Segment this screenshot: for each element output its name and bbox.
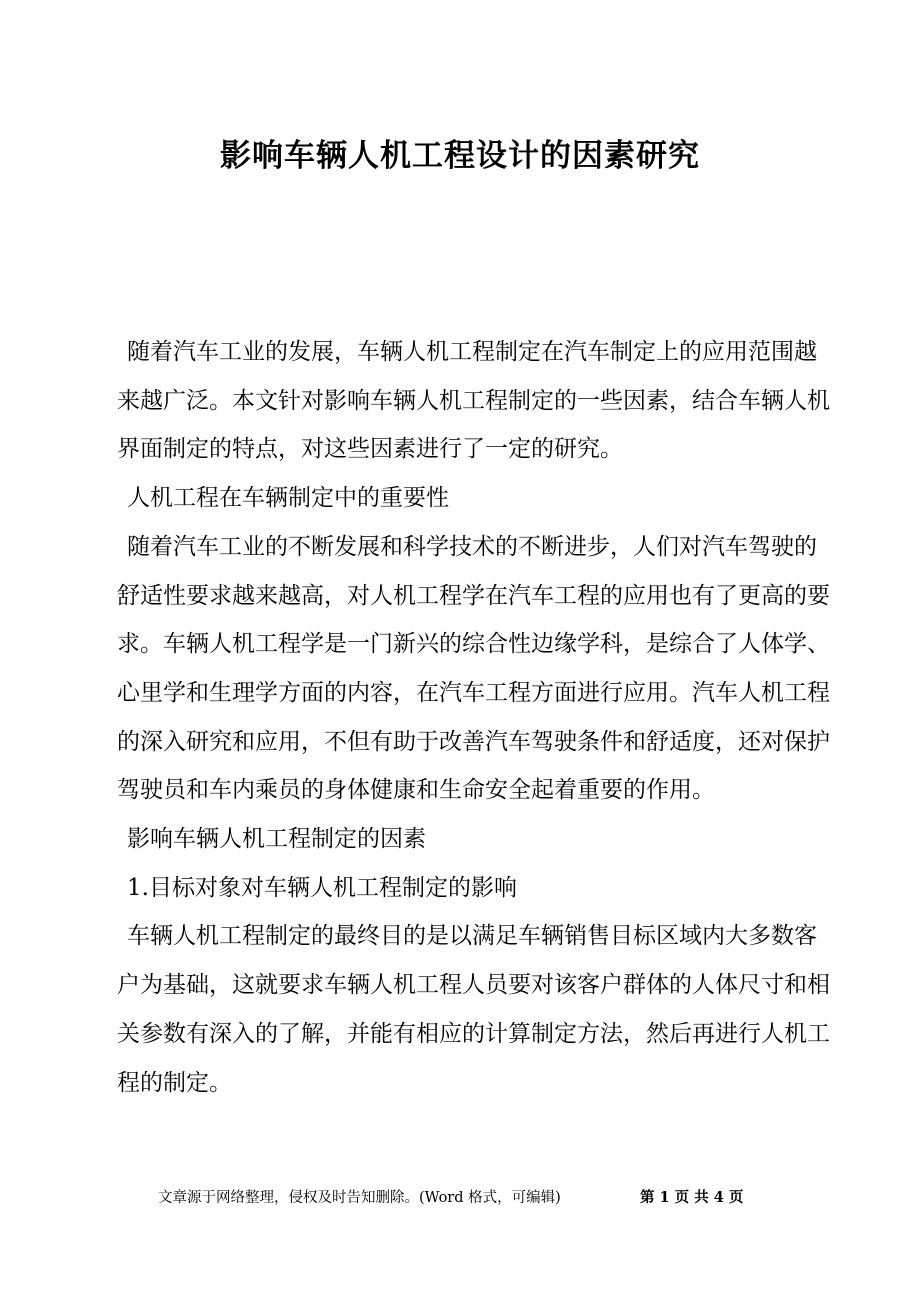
document-body xyxy=(117,328,835,1107)
paragraph-target: 车辆人机工程制定的最终目的是以满足车辆销售目标区域内大多数客户为基础，这就要求车辆人机工程人员要对该客户群体的人体尺寸和相关参数有深入的了解，并能有相应的计算制定方法，然后再进行人机工程的制定。 xyxy=(117,923,830,1096)
section-heading-factors: 影响车辆人机工程制定的因素 xyxy=(127,826,426,853)
paragraph-importance: 随着汽车工业的不断发展和科学技术的不断进步，人们对汽车驾驶的舒适性要求越来越高，对人机工程学在汽车工程的应用也有了更高的要求。车辆人机工程学是一门新兴的综合性边缘学科，是综合了人体学、心里学和生理学方面的内容，在汽车工程方面进行应用。汽车人机工程的深入研究和应用，不但有助于改善汽车驾驶条件和舒适度，还对保护驾驶员和车内乘员的身体健康和生命安全起着重要的作用。 xyxy=(117,533,830,804)
subsection-heading-target: 1.目标对象对车辆人机工程制定的影响 xyxy=(127,874,517,901)
page-number: 第 1 页 共 4 页 xyxy=(640,1189,744,1206)
footer-note: 文章源于网络整理，侵权及时告知删除。(Word 格式，可编辑) xyxy=(158,1190,561,1206)
section-heading-importance: 人机工程在车辆制定中的重要性 xyxy=(127,485,449,512)
paragraph-intro: 随着汽车工业的发展，车辆人机工程制定在汽车制定上的应用范围越来越广泛。本文针对影响车辆人机工程制定的一些因素，结合车辆人机界面制定的特点，对这些因素进行了一定的研究。 xyxy=(117,339,830,463)
document-title: 影响车辆人机工程设计的因素研究 xyxy=(220,138,700,174)
